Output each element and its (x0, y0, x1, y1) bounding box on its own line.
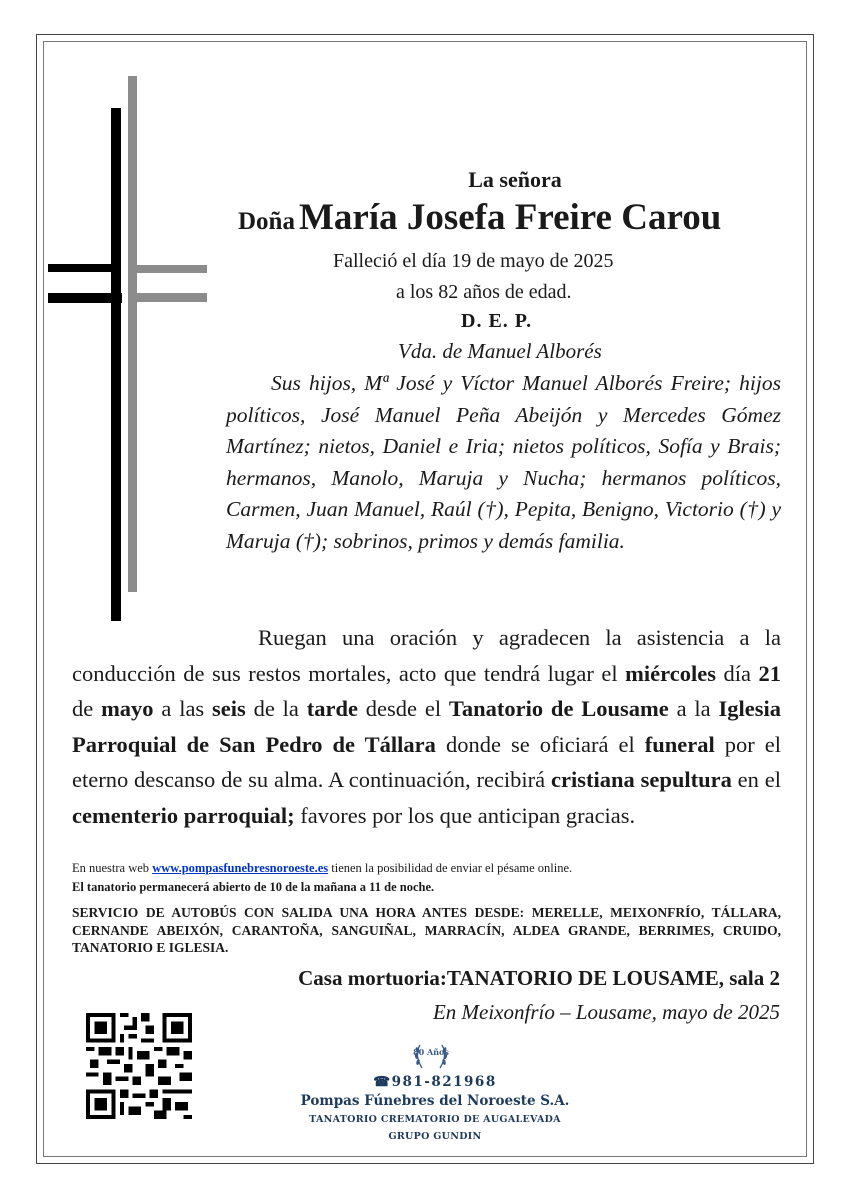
opening-hours: El tanatorio permanecerá abierto de 10 de la mañana a 11 de noche. (72, 880, 435, 894)
cross-black-horizontal-upper (48, 264, 121, 272)
web-before: En nuestra web (72, 861, 153, 875)
tanatorio-name: Tanatorio de Lousame (448, 696, 669, 721)
qr-code-icon[interactable] (86, 1013, 192, 1119)
ceremony-paragraph (72, 620, 781, 833)
ruegan-t3: de (72, 696, 102, 721)
ruegan-t10: en el (731, 767, 781, 792)
ruegan-t7: a la (668, 696, 719, 721)
deceased-name (238, 196, 721, 239)
place-date: En Meixonfrío – Lousame, mayo de 2025 (432, 1000, 780, 1024)
cross-grey-horizontal (135, 265, 207, 273)
family-text: Sus hijos, Mª José y Víctor Manuel Alborés Freire; hijos políticos, José Manuel Peña Abeijón y Mercedes Gómez Martínez; nietos, Daniel e Iria; nietos políticos, Sofía y Brais; hermanos, Manolo, Maruja y Nucha; hermanos políticos, Carmen, Juan Manuel, Raúl (†), Pepita, Benigno, Victorio (†) y Maruja (†); sobrinos, primos y demás familia. (226, 371, 781, 553)
phone-number: 981-821968 (391, 1074, 497, 1090)
death-date: Falleció el día 19 de mayo de 2025 (333, 250, 614, 272)
cross-black-horizontal (48, 293, 122, 303)
laurel-80-anos-icon (410, 1037, 452, 1075)
day-number: 21 (758, 660, 781, 686)
time-of-day: tarde (306, 696, 358, 721)
ruegan-t6: desde el (357, 696, 449, 721)
laurel-text: 80 Años (413, 1047, 449, 1057)
phone-icon: ☎ (373, 1074, 392, 1090)
la-senora: La señora (468, 167, 562, 192)
funeral-word: funeral (644, 731, 715, 757)
age: a los 82 años de edad. (396, 281, 572, 303)
cross-grey-vertical (128, 76, 137, 592)
website-link[interactable]: www.pompasfunebresnoroeste.es (152, 861, 329, 875)
burial-word: cristiana sepultura (551, 767, 732, 792)
bus-service: SERVICIO DE AUTOBÚS CON SALIDA UNA HORA ANTES DESDE: MERELLE, MEIXONFRÍO, TÁLLARA, CERNANDE ABEIXÓN, CARANTOÑA, SANGUIÑAL, MARRACÍN, ALDEA GRANDE, BERRIMES, CRUIDO, TANATORIO E IGLESIA. (72, 905, 781, 955)
month: mayo (101, 696, 154, 721)
ruegan-t5: de la (245, 696, 307, 721)
cemetery-word: cementerio parroquial; (72, 802, 295, 828)
web-notice (72, 860, 781, 876)
ruegan-t4: a las (153, 696, 213, 721)
family-list (226, 368, 781, 557)
ruegan-t2: día (715, 660, 759, 686)
hour: seis (212, 696, 246, 721)
crematorio-name: TANATORIO CREMATORIO DE AUGALEVADA (309, 1114, 561, 1125)
ruegan-t1: Ruegan una oración y agradecen la asistencia a la conducción de sus restos mortales, acto que tendrá lugar el (72, 625, 781, 686)
company-name: Pompas Fúnebres del Noroeste S.A. (300, 1093, 570, 1109)
funeral-home: Casa mortuoria:TANATORIO DE LOUSAME, sala 2 (298, 966, 780, 990)
ruegan-t8: donde se oficiará el (435, 731, 645, 757)
dona-label: Doña (238, 208, 295, 235)
church-name: Iglesia Parroquial de San Pedro de Tállara (72, 696, 781, 757)
group-name: GRUPO GUNDIN (388, 1131, 482, 1142)
dep: D. E. P. (461, 310, 533, 332)
ruegan-t11: favores por los que anticipan gracias. (294, 802, 636, 828)
phone[interactable] (265, 1074, 605, 1090)
day-of-week: miércoles (625, 660, 716, 686)
cross-grey-horizontal-lower (135, 293, 207, 302)
full-name: María Josefa Freire Carou (298, 197, 722, 238)
web-after: tienen la posibilidad de enviar el pésame online. (328, 861, 573, 875)
ruegan-t9: por el eterno descanso de su alma. A continuación, recibirá (72, 731, 782, 792)
widow-of: Vda. de Manuel Alborés (398, 339, 602, 363)
